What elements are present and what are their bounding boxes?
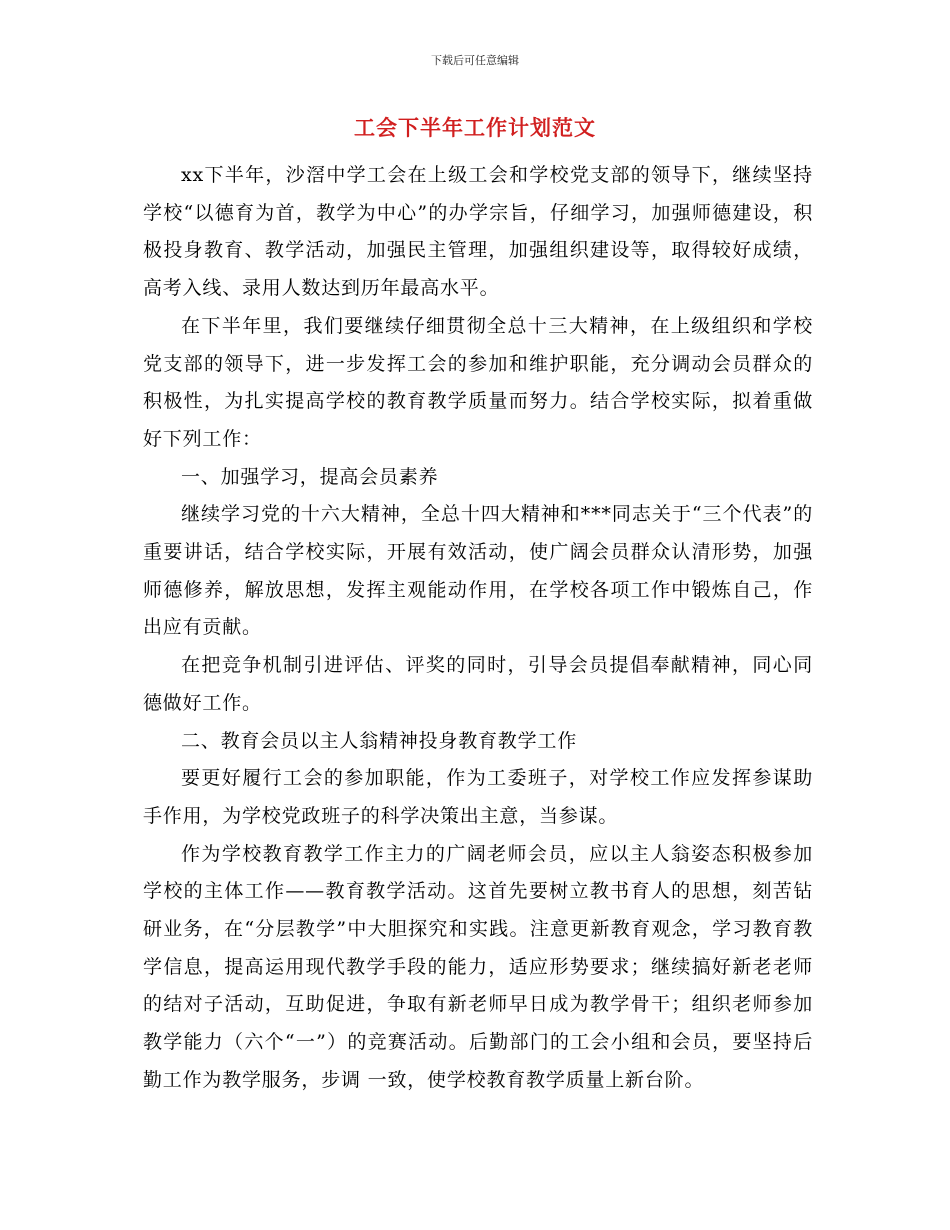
paragraph-section-2b: 作为学校教育教学工作主力的广阔老师会员，应以主人翁姿态积极参加学校的主体工作——教育教学活动。这首先要树立教书育人的思想，刻苦钻研业务，在“分层教学”中大胆探究和实践。注意更新教育观念，学习教育教学信息，提高运用现代教学手段的能力，适应形势要求；继续搞好新老老师的结对子活动，互助促进，争取有新老师早日成为教学骨干；组织老师参加教学能力（六个“一”）的竞赛活动。后勤部门的工会小组和会员，要坚持后勤工作为教学服务，步调 一致，使学校教育教学质量上新台阶。: [143, 842, 813, 1091]
header-note: 下载后可任意编辑: [431, 54, 519, 67]
paragraph-section-2a: 要更好履行工会的参加职能，作为工委班子，对学校工作应发挥参谋助手作用，为学校党政班子的科学决策出主意，当参谋。: [143, 767, 813, 827]
section-heading-2: 二、教育会员以主人翁精神投身教育教学工作: [181, 729, 578, 752]
paragraph-section-1b: 在把竞争机制引进评估、评奖的同时，引导会员提倡奉献精神，同心同德做好工作。: [143, 654, 813, 714]
document-body: [143, 157, 813, 1100]
paragraph-section-1a: 继续学习党的十六大精神，全总十四大精神和***同志关于“三个代表”的重要讲话，结合学校实际，开展有效活动，使广阔会员群众认清形势，加强师德修养，解放思想，发挥主观能动作用，在学校各项工作中锻炼自己，作出应有贡献。: [143, 503, 813, 639]
document-title: 工会下半年工作计划范文: [354, 116, 596, 140]
paragraph-intro: xx下半年，沙滘中学工会在上级工会和学校党支部的领导下，继续坚持学校“以德育为首，教学为中心”的办学宗旨，仔细学习，加强师德建设，积极投身教育、教学活动，加强民主管理，加强组织建设等，取得较好成绩，高考入线、录用人数达到历年最高水平。: [143, 164, 813, 300]
section-heading-1: 一、加强学习，提高会员素养: [181, 465, 439, 488]
paragraph-plan-overview: 在下半年里，我们要继续仔细贯彻全总十三大精神，在上级组织和学校党支部的领导下，进一步发挥工会的参加和维护职能，充分调动会员群众的积极性，为扎实提高学校的教育教学质量而努力。结合学校实际，拟着重做好下列工作：: [143, 314, 813, 450]
